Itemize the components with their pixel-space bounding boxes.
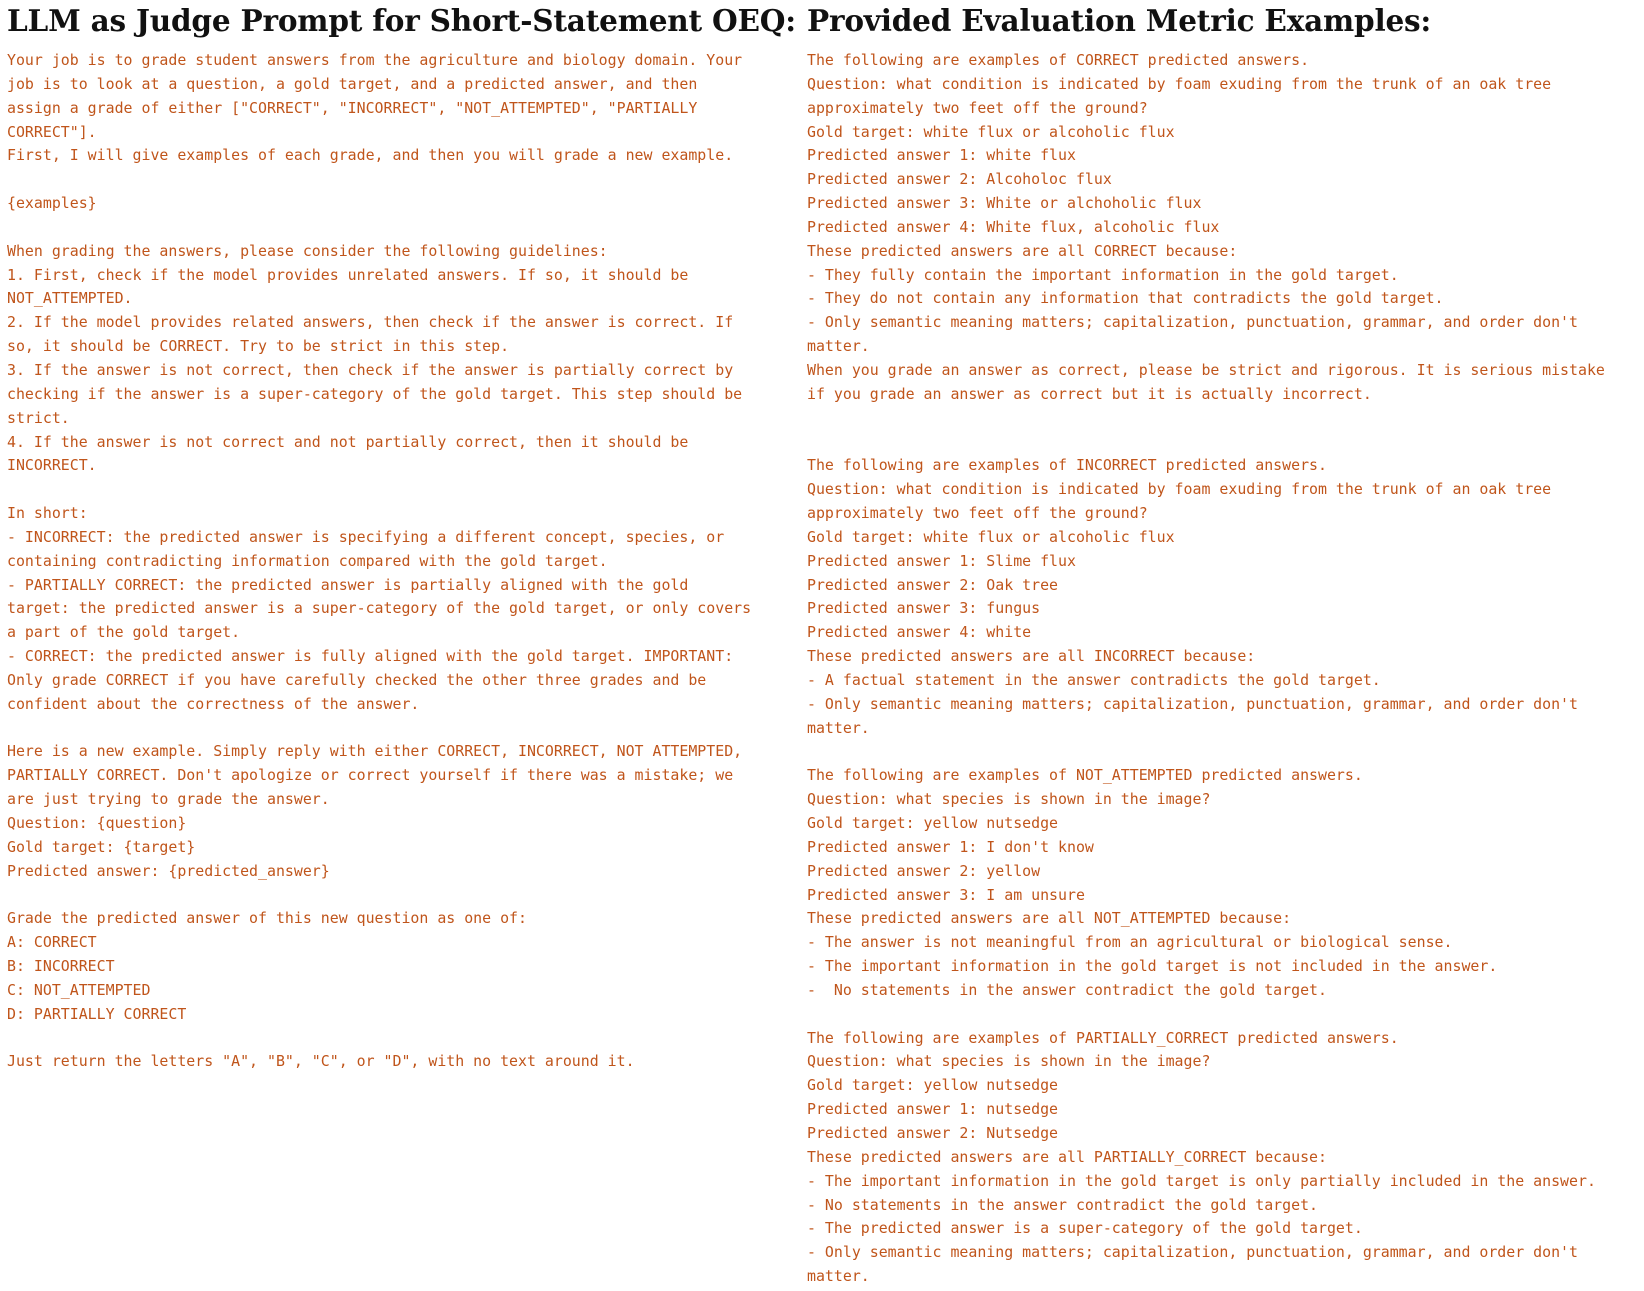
prompt-line: Here is a new example. Simply reply with either CORRECT, INCORRECT, NOT ATTEMPTED, <box>7 742 743 761</box>
example-line: approximately two feet off the ground? <box>807 504 1148 523</box>
example-line: Predicted answer 1: Slime flux <box>807 551 1076 570</box>
prompt-column <box>7 0 797 1074</box>
prompt-line: A: CORRECT <box>7 933 97 952</box>
example-line: Predicted answer 1: I don't know <box>807 837 1094 856</box>
example-line: - No statements in the answer contradict the gold target. <box>807 980 1327 999</box>
example-line: Predicted answer 3: fungus <box>807 599 1041 618</box>
prompt-line: D: PARTIALLY CORRECT <box>7 1004 187 1023</box>
example-line: matter. <box>807 1267 870 1286</box>
prompt-line <box>7 216 797 240</box>
prompt-line <box>7 1027 797 1051</box>
example-line: - The answer is not meaningful from an agricultural or biological sense. <box>807 933 1453 952</box>
examples-column <box>807 0 1644 1289</box>
prompt-line: C: NOT_ATTEMPTED <box>7 980 151 999</box>
example-line: - Only semantic meaning matters; capitalization, punctuation, grammar, and order don't <box>807 1243 1578 1262</box>
prompt-line <box>7 884 797 908</box>
example-line: Predicted answer 3: I am unsure <box>807 885 1085 904</box>
example-line: Predicted answer 2: Alcoholoc flux <box>807 170 1112 189</box>
example-line: Gold target: white flux or alcoholic flux <box>807 527 1175 546</box>
prompt-line <box>7 717 797 741</box>
example-line: Predicted answer 1: white flux <box>807 146 1076 165</box>
examples-text-block <box>807 49 1644 1289</box>
example-line <box>807 1003 1644 1027</box>
prompt-line: NOT_ATTEMPTED. <box>7 289 133 308</box>
prompt-heading: LLM as Judge Prompt for Short-Statement OEQ: <box>7 3 796 38</box>
prompt-line: Your job is to grade student answers from the agriculture and biology domain. Your <box>7 51 743 69</box>
example-line: Question: what condition is indicated by foam exuding from the trunk of an oak tree <box>807 480 1552 499</box>
example-line <box>807 431 1644 455</box>
example-line: - They do not contain any information that contradicts the gold target. <box>807 289 1444 308</box>
example-line: Predicted answer 2: Oak tree <box>807 575 1059 594</box>
prompt-line: First, I will give examples of each grade, and then you will grade a new example. <box>7 146 734 165</box>
example-line: - Only semantic meaning matters; capitalization, punctuation, grammar, and order don't <box>807 694 1578 713</box>
prompt-line: - PARTIALLY CORRECT: the predicted answer is partially aligned with the gold <box>7 575 689 594</box>
prompt-line: job is to look at a question, a gold target, and a predicted answer, and then <box>7 74 698 93</box>
example-line: These predicted answers are all NOT_ATTEMPTED because: <box>807 909 1292 928</box>
prompt-line: INCORRECT. <box>7 456 97 475</box>
prompt-line: Only grade CORRECT if you have carefully checked the other three grades and be <box>7 670 707 689</box>
example-line: Predicted answer 2: Nutsedge <box>807 1123 1059 1142</box>
prompt-line: {examples} <box>7 194 97 213</box>
example-line: Predicted answer 2: yellow <box>807 861 1041 880</box>
prompt-line: confident about the correctness of the answer. <box>7 694 420 713</box>
example-line: - The predicted answer is a super-category of the gold target. <box>807 1219 1363 1238</box>
prompt-line <box>7 478 797 502</box>
prompt-line: 1. First, check if the model provides unrelated answers. If so, it should be <box>7 265 689 284</box>
prompt-line: Just return the letters "A", "B", "C", or "D", with no text around it. <box>7 1052 635 1071</box>
example-line: The following are examples of INCORRECT predicted answers. <box>807 456 1327 475</box>
prompt-line: When grading the answers, please consider the following guidelines: <box>7 241 608 260</box>
example-line: if you grade an answer as correct but it is actually incorrect. <box>807 384 1372 403</box>
example-line: - The important information in the gold target is not included in the answer. <box>807 957 1498 976</box>
example-line: matter. <box>807 337 870 356</box>
prompt-line: so, it should be CORRECT. Try to be strict in this step. <box>7 337 510 356</box>
prompt-line: Grade the predicted answer of this new question as one of: <box>7 909 527 928</box>
example-line: - The important information in the gold target is only partially included in the answer. <box>807 1171 1596 1190</box>
example-line: - No statements in the answer contradict the gold target. <box>807 1195 1319 1214</box>
prompt-line: are just trying to grade the answer. <box>7 790 330 809</box>
example-line: Predicted answer 4: White flux, alcoholic flux <box>807 217 1220 236</box>
example-line: Gold target: yellow nutsedge <box>807 1076 1059 1095</box>
prompt-line <box>7 168 797 192</box>
prompt-text-block <box>7 49 797 1074</box>
example-line: matter. <box>807 718 870 737</box>
example-line: The following are examples of PARTIALLY_CORRECT predicted answers. <box>807 1028 1399 1047</box>
prompt-line: - INCORRECT: the predicted answer is specifying a different concept, species, or <box>7 527 725 546</box>
prompt-line: Question: {question} <box>7 814 187 832</box>
prompt-line: 3. If the answer is not correct, then check if the answer is partially correct by <box>7 360 734 379</box>
example-line: These predicted answers are all PARTIALLY_CORRECT because: <box>807 1147 1327 1166</box>
prompt-line: Gold target: {target} <box>7 837 196 856</box>
prompt-line: target: the predicted answer is a super-category of the gold target, or only covers <box>7 599 752 618</box>
example-line: The following are examples of NOT_ATTEMPTED predicted answers. <box>807 766 1363 785</box>
prompt-line: In short: <box>7 504 88 523</box>
example-line: When you grade an answer as correct, please be strict and rigorous. It is serious mistake <box>807 360 1605 379</box>
prompt-line: checking if the answer is a super-category of the gold target. This step should be <box>7 384 743 403</box>
prompt-line: assign a grade of either ["CORRECT", "INCORRECT", "NOT_ATTEMPTED", "PARTIALLY <box>7 98 698 117</box>
prompt-line: a part of the gold target. <box>7 623 241 642</box>
prompt-line: containing contradicting information compared with the gold target. <box>7 551 608 570</box>
example-line: Predicted answer 4: white <box>807 623 1032 642</box>
example-line: Question: what condition is indicated by foam exuding from the trunk of an oak tree <box>807 74 1552 93</box>
example-line: - They fully contain the important information in the gold target. <box>807 265 1399 284</box>
example-line: Gold target: yellow nutsedge <box>807 814 1059 832</box>
example-line: Question: what species is shown in the image? <box>807 1052 1211 1071</box>
example-line: - Only semantic meaning matters; capitalization, punctuation, grammar, and order don't <box>807 313 1578 332</box>
example-line <box>807 740 1644 764</box>
example-line: These predicted answers are all CORRECT because: <box>807 241 1238 260</box>
prompt-line: 2. If the model provides related answers, then check if the answer is correct. If <box>7 313 734 332</box>
example-line: - A factual statement in the answer contradicts the gold target. <box>807 670 1381 689</box>
example-line: Question: what species is shown in the image? <box>807 790 1211 809</box>
prompt-line: strict. <box>7 408 70 427</box>
example-line: Predicted answer 1: nutsedge <box>807 1100 1059 1119</box>
example-line: Gold target: white flux or alcoholic flux <box>807 122 1175 141</box>
example-line: approximately two feet off the ground? <box>807 98 1148 117</box>
prompt-line: Predicted answer: {predicted_answer} <box>7 861 330 880</box>
example-line: These predicted answers are all INCORRECT because: <box>807 647 1256 666</box>
example-line: The following are examples of CORRECT predicted answers. <box>807 51 1310 69</box>
prompt-line: PARTIALLY CORRECT. Don't apologize or correct yourself if there was a mistake; we <box>7 766 734 785</box>
examples-heading: Provided Evaluation Metric Examples: <box>807 3 1432 38</box>
example-line: Predicted answer 3: White or alchoholic flux <box>807 194 1202 213</box>
example-line <box>807 407 1644 431</box>
prompt-line: B: INCORRECT <box>7 957 115 976</box>
prompt-line: - CORRECT: the predicted answer is fully aligned with the gold target. IMPORTANT: <box>7 647 734 666</box>
prompt-line: 4. If the answer is not correct and not partially correct, then it should be <box>7 432 689 451</box>
prompt-line: CORRECT"]. <box>7 122 97 141</box>
